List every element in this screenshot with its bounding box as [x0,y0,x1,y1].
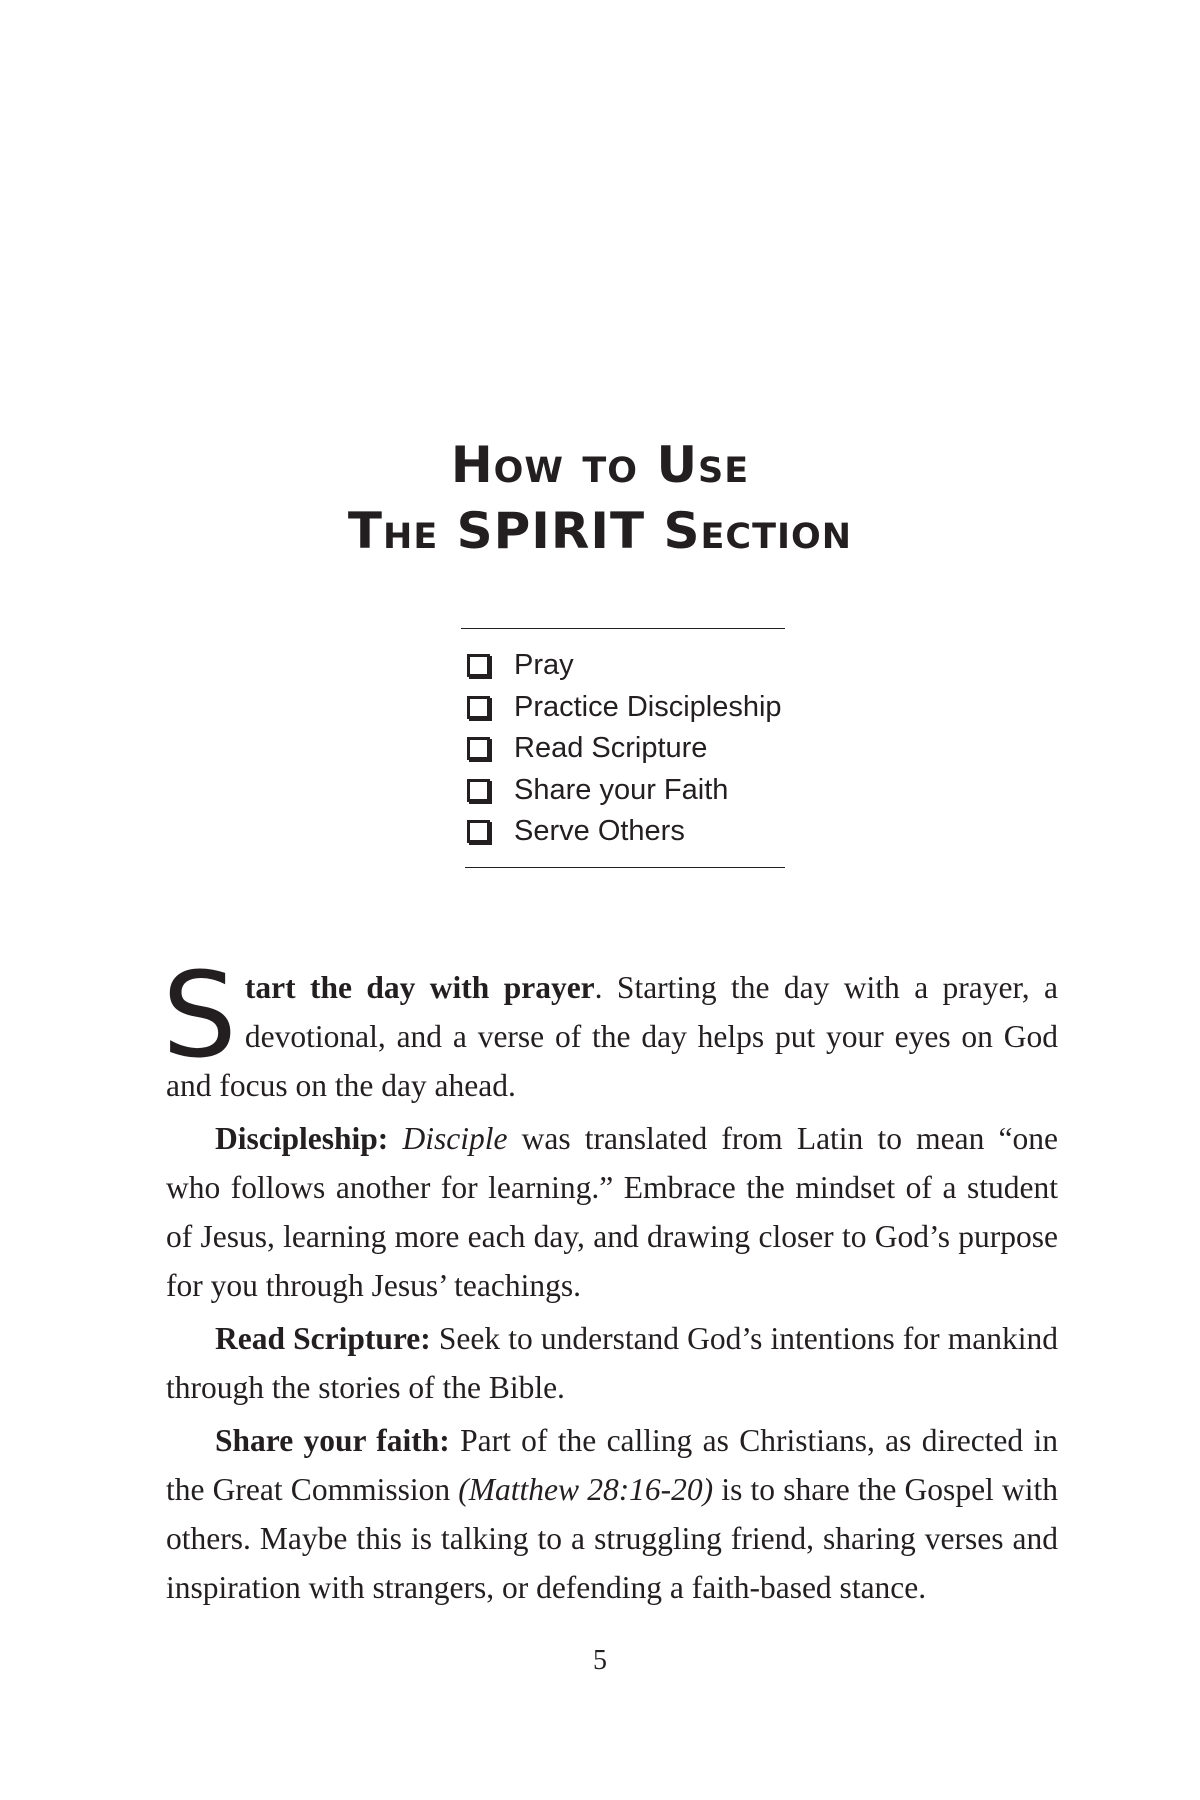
page-title [0,432,1200,564]
italic-term: Disciple [402,1121,508,1156]
checkbox-icon [467,779,490,802]
checkbox-icon [467,737,490,760]
bottom-rule [465,867,785,868]
checkbox-icon [467,696,490,719]
page-number: 5 [593,1645,607,1676]
checklist [461,629,785,867]
paragraph-faith [166,1416,1058,1612]
paragraph-scripture [166,1314,1058,1412]
title-line-1: How to Use [450,436,750,494]
lead-in-bold: tart the day with prayer [244,970,595,1005]
scripture-reference: (Matthew 28:16-20) [458,1472,714,1507]
paragraph-label: Read Scripture: [215,1321,431,1356]
checklist-label: Practice Discipleship [514,690,782,723]
checklist-item-scripture [467,728,785,770]
paragraph-text: Seek to understand God’s intentions for mankind through the stories of the Bible. [166,1321,1058,1405]
body-text [162,946,1059,1616]
paragraph-text: is to share the Gospel with others. Maybe this is talking to a struggling friend, sharing verses and inspiration with strangers, or defending a faith-based stance. [166,1472,1058,1605]
drop-cap: S [162,946,237,1084]
paragraph-label: Discipleship: [215,1121,389,1156]
checklist-label: Pray [514,649,574,681]
paragraph-label: Share your faith: [215,1423,450,1458]
checklist-panel [461,628,785,868]
checklist-item-faith [467,770,785,812]
paragraph-text: . Starting the day with a prayer, a devotional, and a verse of the day helps put your eyes on God and focus on the day ahead. [166,970,1058,1103]
paragraph-text: was translated from Latin to mean “one who follows another for learning.” Embrace the mindset of a student of Jesus, learning more each day, and drawing closer to God’s purpose for you through Jesus’ teachings. [166,1121,1059,1303]
paragraph-prayer [162,946,1058,1110]
checklist-label: Share your Faith [514,773,729,806]
checklist-label: Serve Others [514,815,685,847]
checkbox-icon [467,654,490,677]
checklist-label: Read Scripture [514,732,708,764]
paragraph-discipleship [166,1114,1058,1310]
paragraph-text: Part of the calling as Christians, as directed in the Great Commission [166,1423,1059,1507]
checklist-item-discipleship [467,687,785,729]
checklist-item-serve [467,811,785,853]
title-line-2: The SPIRIT Section [347,502,853,560]
checkbox-icon [467,820,490,843]
checklist-item-pray [467,645,785,687]
